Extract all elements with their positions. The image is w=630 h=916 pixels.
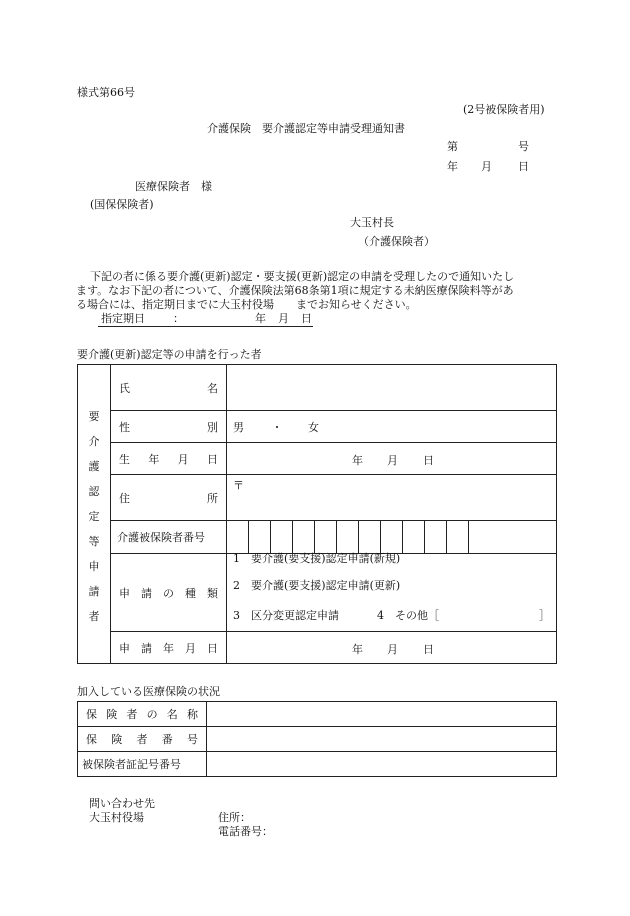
- type-label: 申 請 の 種 類: [111, 554, 227, 632]
- apply-month: 月: [387, 643, 398, 656]
- type-value: [227, 554, 557, 632]
- date-month: 月: [481, 160, 492, 173]
- insured-type-label: (2号被保険者用): [463, 103, 545, 116]
- sex-male[interactable]: 男: [233, 420, 244, 434]
- birth-label: 生 年 月 日: [111, 443, 227, 475]
- insurer-name-value[interactable]: [207, 702, 557, 727]
- date-year: 年: [447, 160, 458, 173]
- deadline-day: 日: [301, 312, 312, 325]
- number-dai: 第: [447, 140, 458, 153]
- sex-value[interactable]: [227, 411, 557, 443]
- sender-name: 大玉村長: [350, 216, 394, 229]
- type-option-4-close: ］: [539, 609, 550, 622]
- deadline-label: 指定期日: [101, 312, 145, 325]
- contact-heading: 問い合わせ先: [89, 797, 155, 810]
- number-go: 号: [518, 140, 529, 153]
- apply-date-value[interactable]: [227, 632, 557, 664]
- name-label: 氏 名: [111, 365, 227, 411]
- insurer-number-value[interactable]: [207, 727, 557, 752]
- apply-date-label: 申 請 年 月 日: [111, 632, 227, 664]
- sex-female[interactable]: 女: [308, 420, 319, 434]
- birth-day: 日: [423, 454, 434, 467]
- insurance-section-heading: 加入している医療保険の状況: [77, 685, 220, 698]
- addressee-sub: (国保保険者): [90, 198, 154, 211]
- applicant-side-label: 要 介 護 認 定 等 申 請 者: [78, 365, 111, 664]
- type-option-4[interactable]: 4 その他［: [377, 609, 439, 622]
- postal-mark: 〒: [233, 479, 244, 492]
- deadline-year: 年: [255, 312, 266, 325]
- applicant-table: [77, 364, 557, 664]
- insured-number-boxes: [227, 521, 556, 553]
- deadline-row: [98, 312, 313, 327]
- contact-phone-label: 電話番号：: [218, 825, 273, 838]
- deadline-colon: ：: [173, 312, 184, 325]
- birth-value[interactable]: [227, 443, 557, 475]
- birth-year: 年: [352, 454, 363, 467]
- insured-number-value[interactable]: [227, 521, 557, 554]
- card-number-value[interactable]: [207, 752, 557, 777]
- deadline-month: 月: [278, 312, 289, 325]
- birth-month: 月: [387, 454, 398, 467]
- body-line-1: 下記の者に係る要介護(更新)認定・要支援(更新)認定の申請を受理したので通知いたし: [90, 270, 515, 283]
- date-day: 日: [518, 160, 529, 173]
- apply-day: 日: [423, 643, 434, 656]
- sex-dot: ・: [271, 420, 283, 434]
- applicant-section-heading: 要介護(更新)認定等の申請を行った者: [77, 348, 262, 361]
- sex-label: 性 別: [111, 411, 227, 443]
- insurance-table: [77, 701, 557, 777]
- insurer-number-label: 保 険 者 番 号: [78, 727, 207, 752]
- type-option-3[interactable]: 3 区分変更認定申請: [233, 609, 339, 622]
- body-line-2: ます。なお下記の者について、介護保険法第68条第1項に規定する未納医療保険料等があ: [76, 284, 514, 297]
- card-number-label: 被保険者証記号番号: [78, 752, 207, 777]
- addressee-name: 医療保険者 様: [135, 180, 212, 193]
- contact-address-label: 住所：: [218, 811, 251, 824]
- apply-year: 年: [352, 643, 363, 656]
- body-line-3: る場合には、指定期日までに大玉村役場 までお知らせください。: [76, 298, 417, 311]
- address-value[interactable]: [227, 475, 557, 521]
- contact-office: 大玉村役場: [89, 811, 144, 824]
- document-title: 介護保険 要介護認定等申請受理通知書: [207, 122, 405, 135]
- form-number: 様式第66号: [77, 86, 135, 99]
- type-option-1[interactable]: 1 要介護(要支援)認定申請(新規): [233, 552, 401, 565]
- type-option-2[interactable]: 2 要介護(要支援)認定申請(更新): [233, 579, 401, 592]
- sender-sub: （介護保険者）: [358, 235, 435, 248]
- insured-number-label: 介護被保険者番号: [111, 521, 227, 554]
- address-label: 住 所: [111, 475, 227, 521]
- insurer-name-label: 保 険 者 の 名 称: [78, 702, 207, 727]
- name-value[interactable]: [227, 365, 557, 411]
